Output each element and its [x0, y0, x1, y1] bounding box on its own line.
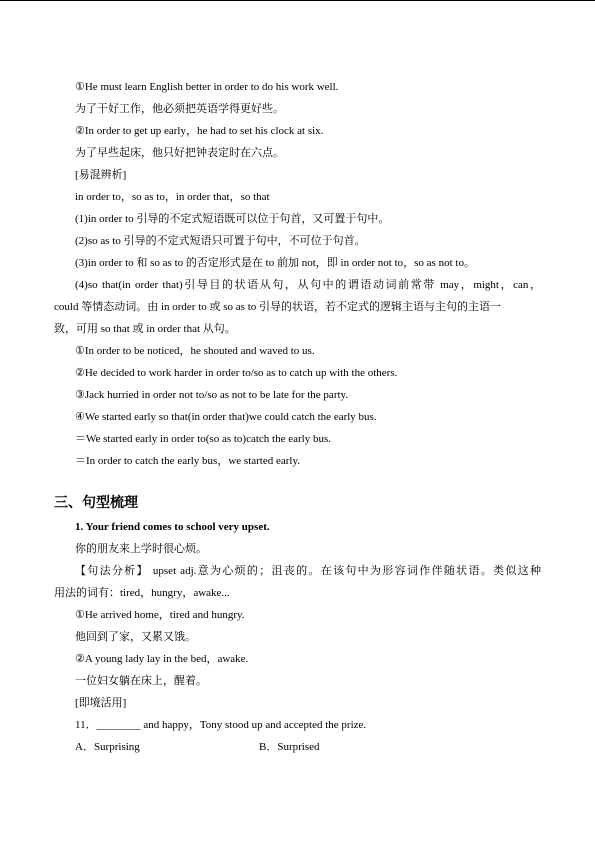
- pattern-title-1: 1. Your friend comes to school very upset.: [75, 521, 270, 533]
- comparison-terms: in order to，so as to，in order that，so that: [75, 191, 270, 203]
- example-sentence-7: ＝We started early in order to(so as to)catch the early bus.: [75, 433, 331, 445]
- top-rule: [0, 0, 595, 1]
- syntax-analysis-line-2: 用法的词有：tired，hungry，awake...: [54, 587, 230, 599]
- example-sentence-2: ②In order to get up early，he had to set his clock at six.: [75, 125, 324, 137]
- option-b: B．Surprised: [259, 741, 320, 753]
- example-translation-1: 为了干好工作，他必须把英语学得更好些。: [75, 103, 284, 115]
- rule-4-line-3: 致，可用 so that 或 in order that 从句。: [54, 323, 236, 335]
- pattern-example-2: ②A young lady lay in the bed，awake.: [75, 653, 249, 665]
- example-sentence-3: ①In order to be noticed，he shouted and waved to us.: [75, 345, 315, 357]
- rule-4-line-2: could 等情态动词。由 in order to 或 so as to 引导的状语，若不定式的逻辑主语与主句的主语一: [54, 301, 502, 313]
- subsection-label-confusion: [易混辨析]: [75, 169, 127, 181]
- option-a: A．Surprising: [75, 741, 140, 753]
- example-sentence-1: ①He must learn English better in order to do his work well.: [75, 81, 339, 93]
- example-sentence-8: ＝In order to catch the early bus，we started early.: [75, 455, 301, 467]
- pattern-example-1: ①He arrived home，tired and hungry.: [75, 609, 245, 621]
- pattern-translation-1: 你的朋友来上学时很心烦。: [75, 543, 207, 555]
- syntax-analysis-line-1: 【句法分析】 upset adj.意为心烦的；沮丧的。在该句中为形容词作伴随状语。类似这种: [75, 565, 541, 577]
- question-11: 11．________ and happy，Tony stood up and accepted the prize.: [75, 719, 367, 731]
- example-sentence-5: ③Jack hurried in order not to/so as not to be late for the party.: [75, 389, 349, 401]
- rule-1: (1)in order to 引导的不定式短语既可以位于句首，又可置于句中。: [75, 213, 390, 225]
- example-translation-2: 为了早些起床，他只好把钟表定时在六点。: [75, 147, 284, 159]
- rule-4-line-1: (4)so that(in order that)引导目的状语从句，从句中的谓语动词前常带 may，might，can，: [75, 279, 541, 291]
- subsection-label-practice: [即境活用]: [75, 697, 127, 709]
- pattern-example-translation-2: 一位妇女躺在床上，醒着。: [75, 675, 207, 687]
- section-heading: 三、句型梳理: [54, 496, 138, 511]
- rule-2: (2)so as to 引导的不定式短语只可置于句中，不可位于句首。: [75, 235, 366, 247]
- pattern-example-translation-1: 他回到了家，又累又饿。: [75, 631, 196, 643]
- rule-3: (3)in order to 和 so as to 的否定形式是在 to 前加 not，即 in order not to，so as not to。: [75, 257, 475, 269]
- example-sentence-4: ②He decided to work harder in order to/so as to catch up with the others.: [75, 367, 398, 379]
- example-sentence-6: ④We started early so that(in order that)we could catch the early bus.: [75, 411, 377, 423]
